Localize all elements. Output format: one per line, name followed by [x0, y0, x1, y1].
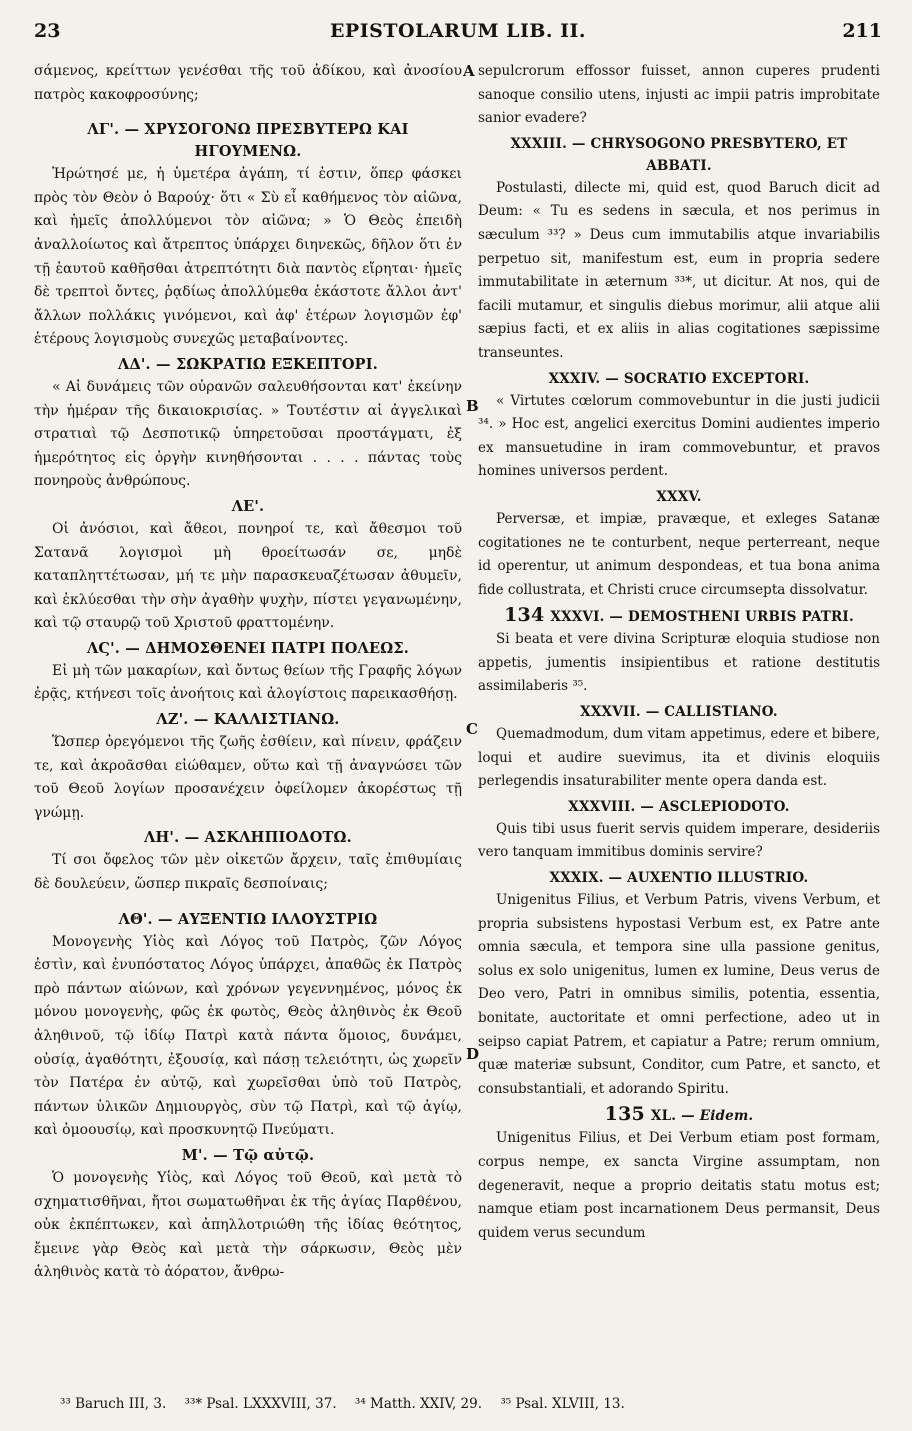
- greek-letter-34-text: « Αἱ δυνάμεις τῶν οὐρανῶν σαλευθήσονται κατ' ἐκείνην τὴν ἡμέραν τῆς δικαιοκρισίας. » Τουτέστιν αἱ ἀγγελικαὶ στρατιαὶ τῷ Δεσποτικῷ ὑπηρετοῦσαι προστάγματι, ἐξ ἡμερότητος εἰς ὀργὴν κινηθήσονται . . . . πάντας τοὺς πονηροὺς ἀνθρώπους.: [34, 378, 462, 490]
- latin-letter-40-heading: [478, 1103, 880, 1127]
- latin-letter-33-text: Postulasti, dilecte mi, quid est, quod Baruch dicit ad Deum: « Tu es sedens in sæcula, et nos perimus in sæculum ³³? » Deus cum immutabilis atque invariabilis perpetuo sit, manifestum est, eum in propria sedere immutabilitate in æternum ³³*, ut dicitur. At nos, qui de facili mutamur, et singulis diebus morimur, alii atque alii sæpius facti, et ex aliis in alias cogitationes sæpissime transeuntes.: [478, 179, 880, 361]
- latin-letter-40-title: XL. —: [650, 1108, 695, 1125]
- running-title: EPISTOLARUM LIB. II.: [329, 20, 587, 42]
- footnote-33: ³³ Baruch III, 3.: [60, 1396, 167, 1412]
- margin-letter-a: A: [463, 62, 475, 80]
- latin-letter-34-text: « Virtutes cœlorum commovebuntur in die justi judicii ³⁴. » Hoc est, angelici exercitus Domini audientes imperio ex mansuetudine in iram commovebuntur, et pravos homines universos perdent.: [478, 392, 880, 480]
- latin-letter-40-title-italic: Eidem.: [699, 1108, 754, 1125]
- greek-column: [34, 60, 462, 1285]
- latin-letter-39-text: Unigenitus Filius, et Verbum Patris, vivens Verbum, et propria subsistens hypostasi Verbum est, ex Patre ante omnia sæcula, et tempora sine ulla passione genitus, solus ex solo unigenitus, lumen ex lumine, Deus verus de Deo vero, Patri in omnibus similis, potentia, essentia, bonitate, auctoritate et omni perfectione, adeo ut in seipso capiat Patrem, et capiatur a Patre; rerum omnium, quæ materiæ subsunt, Conditor, cum Patre, et sancto, et consubstantiali, et adorando Spiritu.: [478, 892, 880, 1097]
- greek-continuation: σάμενος, κρείττων γενέσθαι τῆς τοῦ ἀδίκου, καὶ ἀνοσίου πατρὸς κακοφροσύνης;: [34, 63, 462, 103]
- latin-letter-36-title: XXXVI. — DEMOSTHENI URBIS PATRI.: [550, 609, 854, 626]
- latin-letter-40-text: Unigenitus Filius, et Dei Verbum etiam post formam, corpus nempe, ex sancta Virgine assumptam, non degeneravit, neque a proprio deitatis statu motus est; namque etiam post incarnationem Deus permansit, Deus quidem verus secundum: [478, 1130, 880, 1241]
- latin-letter-39-title: XXXIX. — AUXENTIO ILLUSTRIO.: [549, 870, 809, 887]
- latin-letter-34-title: XXXIV. — SOCRATIO EXCEPTORI.: [548, 370, 810, 387]
- greek-letter-34-title: ΛΔ'. — ΣΩΚΡΑΤΙΩ ΕΞΚΕΠΤΟΡΙ.: [118, 355, 378, 373]
- greek-letter-36-title: ΛϚ'. — ΔΗΜΟΣΘΕΝΕΙ ΠΑΤΡΙ ΠΟΛΕΩΣ.: [86, 639, 410, 657]
- greek-letter-38-title: ΛΗ'. — ΑΣΚΛΗΠΙΟΔΟΤΩ.: [144, 829, 352, 847]
- column-number-134: 134: [504, 604, 545, 627]
- latin-letter-33-title: XXXIII. — CHRYSOGONO PRESBYTERO, ET ABBATI.: [510, 135, 848, 174]
- greek-letter-38-text: Τί σοι ὄφελος τῶν μὲν οἰκετῶν ἄρχειν, ταῖς ἐπιθυμίαις δὲ δουλεύειν, ὥσπερ πικραῖς δεσποίναις;: [34, 852, 462, 893]
- greek-letter-37-text: Ὥσπερ ὀρεγόμενοι τῆς ζωῆς ἐσθίειν, καὶ πίνειν, φράζειν τε, καὶ ἀκροᾶσθαι εἰώθαμεν, οὕτω καὶ τῇ ἀναγνώσει τῶν τοῦ Θεοῦ λογίων προσανέχειν ὀφείλομεν ἀκορέστως τῇ γνώμῃ.: [34, 734, 462, 821]
- footnote-34: ³⁴ Matth. XXIV, 29.: [354, 1396, 483, 1412]
- page-number: 211: [842, 20, 882, 42]
- greek-letter-39-text: Μονογενὴς Υἱὸς καὶ Λόγος τοῦ Πατρὸς, ζῶν Λόγος ἐστὶν, καὶ ἐνυπόστατος Λόγος ὑπάρχει, ἀπαθῶς ἐκ Πατρὸς πρὸ πάντων αἰώνων, καὶ χρόνων γεγεννημένος, μόνος ἐκ μόνου μονογενὴς, φῶς ἐκ φωτὸς, Θεὸς ἀληθινὸς ἐκ Θεοῦ ἀληθινοῦ, τῷ ἰδίῳ Πατρὶ κατὰ πάντα ὅμοιος, δυνάμει, οὐσίᾳ, ἀγαθότητι, ἐξουσίᾳ, καὶ πάσῃ τελειότητι, ὡς χωρεῖν τὸν Πατέρα ἐν αὐτῷ, καὶ χωρεῖσθαι ὑπὸ τοῦ Πατρὸς, πάντων ὑλικῶν Δημιουργὸς, σὺν τῷ Πατρὶ, καὶ τῷ ἁγίῳ, καὶ ὁμοουσίῳ, καὶ προσκυνητῷ Πνεύματι.: [34, 933, 462, 1139]
- footnote-33-star: ³³* Psal. LXXXVIII, 37.: [184, 1396, 337, 1412]
- greek-letter-36-text: Εἰ μὴ τῶν μακαρίων, καὶ ὄντως θείων τῆς Γραφῆς λόγων ἐρᾷς, κτήνεσι τοῖς ἀνοήτοις καὶ ἀλογίστοις παρεικασθήσῃ.: [34, 662, 462, 703]
- greek-letter-35-text: Οἱ ἀνόσιοι, καὶ ἄθεοι, πονηροί τε, καὶ ἄθεσμοι τοῦ Σατανᾶ λογισμοὶ μὴ θροείτωσάν σε, μηδὲ καταπληττέτωσαν, μή τε μὴν παρασκευαζέτωσαν ἀθυμεῖν, καὶ ἐκλύεσθαι τὴν σὴν ἀγαθὴν ψυχὴν, πίστει γεγανωμένην, καὶ τῷ σταυρῷ τοῦ Χριστοῦ φραττομένην.: [34, 520, 462, 632]
- margin-letter-c: C: [466, 720, 478, 738]
- running-head: [34, 14, 882, 48]
- latin-letter-36-text: Si beata et vere divina Scripturæ eloquia studiose non appetis, jumentis insipientibus et ratione destitutis assimilaberis ³⁵.: [478, 631, 880, 695]
- greek-letter-40-title: Μ'. — Τῷ αὐτῷ.: [181, 1146, 315, 1164]
- latin-continuation: sepulcrorum effossor fuisset, annon cuperes prudenti sanoque consilio utens, injusti ac impii patris improbitate sanior evadere?: [478, 63, 880, 127]
- footnote-35: ³⁵ Psal. XLVIII, 13.: [500, 1396, 625, 1412]
- latin-letter-35-title: XXXV.: [656, 488, 702, 505]
- greek-letter-33-title: ΛΓ'. — ΧΡΥΣΟΓΟΝΩ ΠΡΕΣΒΥΤΕΡΩ ΚΑΙ ΗΓΟΥΜΕΝΩ.: [87, 121, 409, 161]
- latin-letter-37-title: XXXVII. — CALLISTIANO.: [580, 704, 778, 721]
- latin-letter-38-title: XXXVIII. — ASCLEPIODOTO.: [568, 798, 790, 815]
- latin-column: [478, 60, 880, 1245]
- greek-letter-33-text: Ἠρώτησέ με, ἡ ὑμετέρα ἀγάπη, τί ἐστιν, ὅπερ φάσκει πρὸς τὸν Θεὸν ὁ Βαρούχ· ὅτι « Σὺ εἶ καθήμενος τὸν αἰῶνα, καὶ ἡμεῖς ἀπολλύμενοι τὸν αἰῶνα; » Ὁ Θεὸς ἐπειδὴ ἀναλλοίωτος καὶ ἄτρεπτος ὑπάρχει διηνεκῶς, δῆλον ὅτι ἐν τῇ ἑαυτοῦ καθῆσθαι ἀτρεπτότητι διὰ παντὸς εἴρηται· ἡμεῖς δὲ τρεπτοὶ ὄντες, ῥᾳδίως ἀπολλύμεθα ἑκάστοτε ἄλλοι ἀντ' ἄλλων πολλάκις γινόμενοι, καὶ ἀφ' ἑτέρων λογισμῶν ἐφ' ἑτέρους λογισμοὺς συνεχῶς μεταβαίνοντες.: [34, 166, 462, 348]
- margin-letter-b: B: [466, 397, 479, 415]
- column-number-135: 135: [604, 1103, 645, 1126]
- latin-letter-38-text: Quis tibi usus fuerit servis quidem imperare, desideriis vero tanquam immitibus dominis servire?: [478, 820, 880, 861]
- latin-letter-35-text: Perversæ, et impiæ, pravæque, et exleges Satanæ cogitationes ne te conturbent, neque perterreant, neque id operentur, ut animum despondeas, et tua bona anima fide collustrata, et Christi cruce circumsepta dissolvatur.: [478, 510, 880, 598]
- greek-letter-35-title: ΛΕ'.: [231, 497, 265, 515]
- greek-letter-39-title: ΛΘ'. — ΑΥΞΕΝΤΙΩ ΙΛΛΟΥΣΤΡΙΩ: [118, 910, 378, 928]
- latin-letter-36-heading: [478, 604, 880, 628]
- margin-letter-d: D: [466, 1045, 480, 1063]
- greek-letter-40-text: Ὁ μονογενὴς Υἱὸς, καὶ Λόγος τοῦ Θεοῦ, καὶ μετὰ τὸ σχηματισθῆναι, ἤτοι σωματωθῆναι ἐκ τῆς ἁγίας Παρθένου, οὐκ ἐκπέπτωκεν, καὶ ἀπηλλοτριώθη τῆς ἰδίας θεότητος, ἔμεινε γὰρ Θεὸς καὶ μετὰ τὴν σάρκωσιν, Θεὸς μὲν ἀληθινὸς κατὰ τὸ ἀόρατον, ἄνθρω-: [34, 1169, 462, 1281]
- footnotes: [60, 1396, 882, 1412]
- page-signature: 23: [34, 20, 61, 42]
- latin-letter-37-text: Quemadmodum, dum vitam appetimus, edere et bibere, loqui et audire suevimus, ita et divinis eloquiis perlegendis insaturabiliter mente opera danda est.: [478, 726, 880, 790]
- greek-letter-37-title: ΛΖ'. — ΚΑΛΛΙΣΤΙΑΝΩ.: [156, 711, 340, 729]
